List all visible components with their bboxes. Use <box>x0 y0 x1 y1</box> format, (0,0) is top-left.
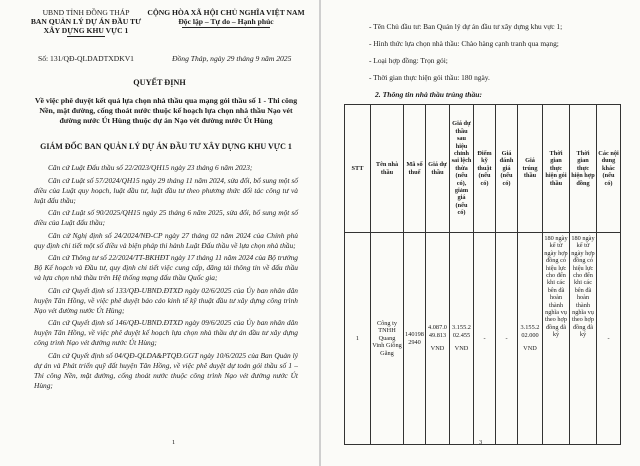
bid-price-value: 4.087.049.813 <box>428 324 447 339</box>
document-page-3 <box>321 0 640 466</box>
legal-basis-item: Căn cứ Quyết định số 04/QĐ-QLDA&PTQĐ.GGT ngày 10/6/2025 của Ban Quản lý dự án và Phát triển quỹ đất huyện Tân Hồng, về việc phê duyệt dự toán gói thầu số 1 – Thi công Nền, mặt đường, cống thoát nước thuộc công trình Nạo vét đường nước Út Hùng; <box>34 350 298 390</box>
issuing-agency-header <box>30 8 142 37</box>
motto-underline <box>182 27 270 28</box>
column-header: Thời gian thực hiện hợp đồng <box>570 105 597 233</box>
table-row <box>345 233 621 445</box>
country-name: CỘNG HÒA XÃ HỘI CHỦ NGHĨA VIỆT NAM <box>147 8 305 17</box>
legal-basis-item: Căn cứ Thông tư số 22/2024/TT-BKHĐT ngày 17 tháng 11 năm 2024 của Bộ trưởng Bộ Kế hoạch và Đầu tư, quy định chi tiết việc cung cấp, đăng tải thông tin về đấu thầu và lựa chọn nhà thầu trên Hệ thống mạng đấu thầu Quốc gia; <box>34 253 298 282</box>
province-name: UBND TỈNH ĐỒNG THÁP <box>42 8 130 17</box>
winning-contractor-table <box>344 104 621 445</box>
stt-cell: 1 <box>345 233 371 445</box>
page-number: 3 <box>479 439 483 446</box>
package-info-list <box>369 22 629 90</box>
currency-label: VND <box>430 345 445 353</box>
document-number: Số: 131/QĐ-QLDADTXDKV1 <box>38 54 134 63</box>
duration-line: - Thời gian thực hiện gói thầu: 180 ngày. <box>369 73 490 82</box>
eval-price-cell: - <box>496 233 518 445</box>
tax-code-cell: 1401982940 <box>404 233 426 445</box>
column-header: Điểm kỹ thuật (nếu có) <box>474 105 496 233</box>
agency-name-line1: BAN QUẢN LÝ DỰ ÁN ĐẦU TƯ <box>30 17 142 26</box>
issuing-authority: GIÁM ĐỐC BAN QUẢN LÝ DỰ ÁN ĐẦU TƯ XÂY DỰNG KHU VỰC 1 <box>40 142 292 151</box>
header-underline <box>67 36 105 37</box>
column-header: Giá trúng thầu <box>518 105 543 233</box>
legal-basis-item: Căn cứ Luật số 57/2024/QH15 ngày 29 tháng 11 năm 2024, sửa đổi, bổ sung một số điều của Luật quy hoạch, luật đầu tư, luật đầu tư theo phương thức đối tác công tư và luật đấu thầu; <box>34 175 298 205</box>
column-header: Các nội dung khác (nếu có) <box>597 105 621 233</box>
national-motto-header <box>145 8 307 28</box>
column-header: Thời gian thực hiện gói thầu <box>543 105 570 233</box>
legal-basis-item: Căn cứ Quyết định số 146/QĐ-UBND.ĐTXD ngày 09/6/2025 của Ủy ban nhân dân huyện Tân Hồng, về việc phê duyệt kế hoạch lựa chọn nhà thầu dự án đầu tư xây dựng công trình Nạo vét đường nước Út Hùng; <box>34 318 298 347</box>
currency-label: VND <box>523 345 537 353</box>
agency-name-line2: XÂY DỰNG KHU VỰC 1 <box>43 26 129 35</box>
legal-basis-item: Căn cứ Luật số 90/2025/QH15 ngày 25 tháng 6 năm 2025, sửa đổi, bổ sung một số điều của Luật đấu thầu; <box>34 208 298 227</box>
decision-subject: Về việc phê duyệt kết quả lựa chọn nhà thầu qua mạng gói thầu số 1 - Thi công Nền, mặt đường, cống thoát nước thuộc kế hoạch lựa chọn nhà thầu Nạo vét đường nước Út Hùng thuộc dự án Nạo vét đường nước Út Hùng <box>34 96 298 125</box>
motto: Độc lập – Tự do – Hạnh phúc <box>178 17 274 26</box>
contract-type-line: - Loại hợp đồng: Trọn gói; <box>369 56 448 65</box>
column-header: Mã số thuế <box>404 105 426 233</box>
legal-basis-item: Căn cứ Quyết định số 133/QĐ-UBND.ĐTXD ngày 02/6/2025 của Ủy ban nhân dân huyện Tân Hồng, về việc phê duyệt báo cáo kinh tế kỹ thuật đầu tư xây dựng công trình Nạo vét đường nước Út Hùng; <box>34 285 298 315</box>
contract-duration-cell: 180 ngày kể từ ngày hợp đồng có hiệu lực cho đến khi các bên đã hoàn thành nghĩa vụ theo hợp đồng đã ký <box>570 233 597 445</box>
legal-basis-item: Căn cứ Nghị định số 24/2024/NĐ-CP ngày 27 tháng 02 năm 2024 của Chính phủ quy định chi tiết một số điều và biện pháp thi hành Luật Đấu thầu về lựa chọn nhà thầu; <box>34 230 298 250</box>
currency-label: VND <box>454 345 469 353</box>
table-header-row <box>345 105 621 233</box>
award-price-value: 3.155.202.000 <box>520 324 540 339</box>
adjusted-price-cell <box>450 233 474 445</box>
package-duration-cell: 180 ngày kể từ ngày hợp đồng có hiệu lực cho đến khi các bên đã hoàn thành nghĩa vụ theo hợp đồng đã ký <box>543 233 570 445</box>
page-number: 1 <box>172 439 176 446</box>
column-header: Giá dự thầu sau hiệu chỉnh sai lệch thừa (nếu có), giảm giá (nếu có) <box>450 105 474 233</box>
section-title: 2. Thông tin nhà thầu trúng thầu: <box>375 90 482 99</box>
column-header: STT <box>345 105 371 233</box>
contractor-cell: Công ty TNHH Quang Vinh Giồng Găng <box>371 233 404 445</box>
column-header: Tên nhà thầu <box>371 105 404 233</box>
selection-method-line: - Hình thức lựa chọn nhà thầu: Chào hàng cạnh tranh qua mạng; <box>369 39 559 48</box>
award-price-cell <box>518 233 543 445</box>
document-date: Đồng Tháp, ngày 29 tháng 9 năm 2025 <box>172 54 292 63</box>
adjusted-price-value: 3.155.202.455 <box>452 324 471 339</box>
legal-basis-list <box>34 163 298 393</box>
column-header: Giá đánh giá (nếu có) <box>496 105 518 233</box>
legal-basis-item: Căn cứ Luật Đấu thầu số 22/2023/QH15 ngày 23 tháng 6 năm 2023; <box>48 163 253 172</box>
tech-score-cell: - <box>474 233 496 445</box>
other-content-cell: - <box>597 233 621 445</box>
document-page-1 <box>0 0 319 466</box>
decision-title: QUYẾT ĐỊNH <box>133 78 186 87</box>
investor-line: - Tên Chủ đầu tư: Ban Quản lý dự án đầu tư xây dựng khu vực 1; <box>369 22 563 31</box>
bid-price-cell <box>426 233 450 445</box>
column-header: Giá dự thầu <box>426 105 450 233</box>
